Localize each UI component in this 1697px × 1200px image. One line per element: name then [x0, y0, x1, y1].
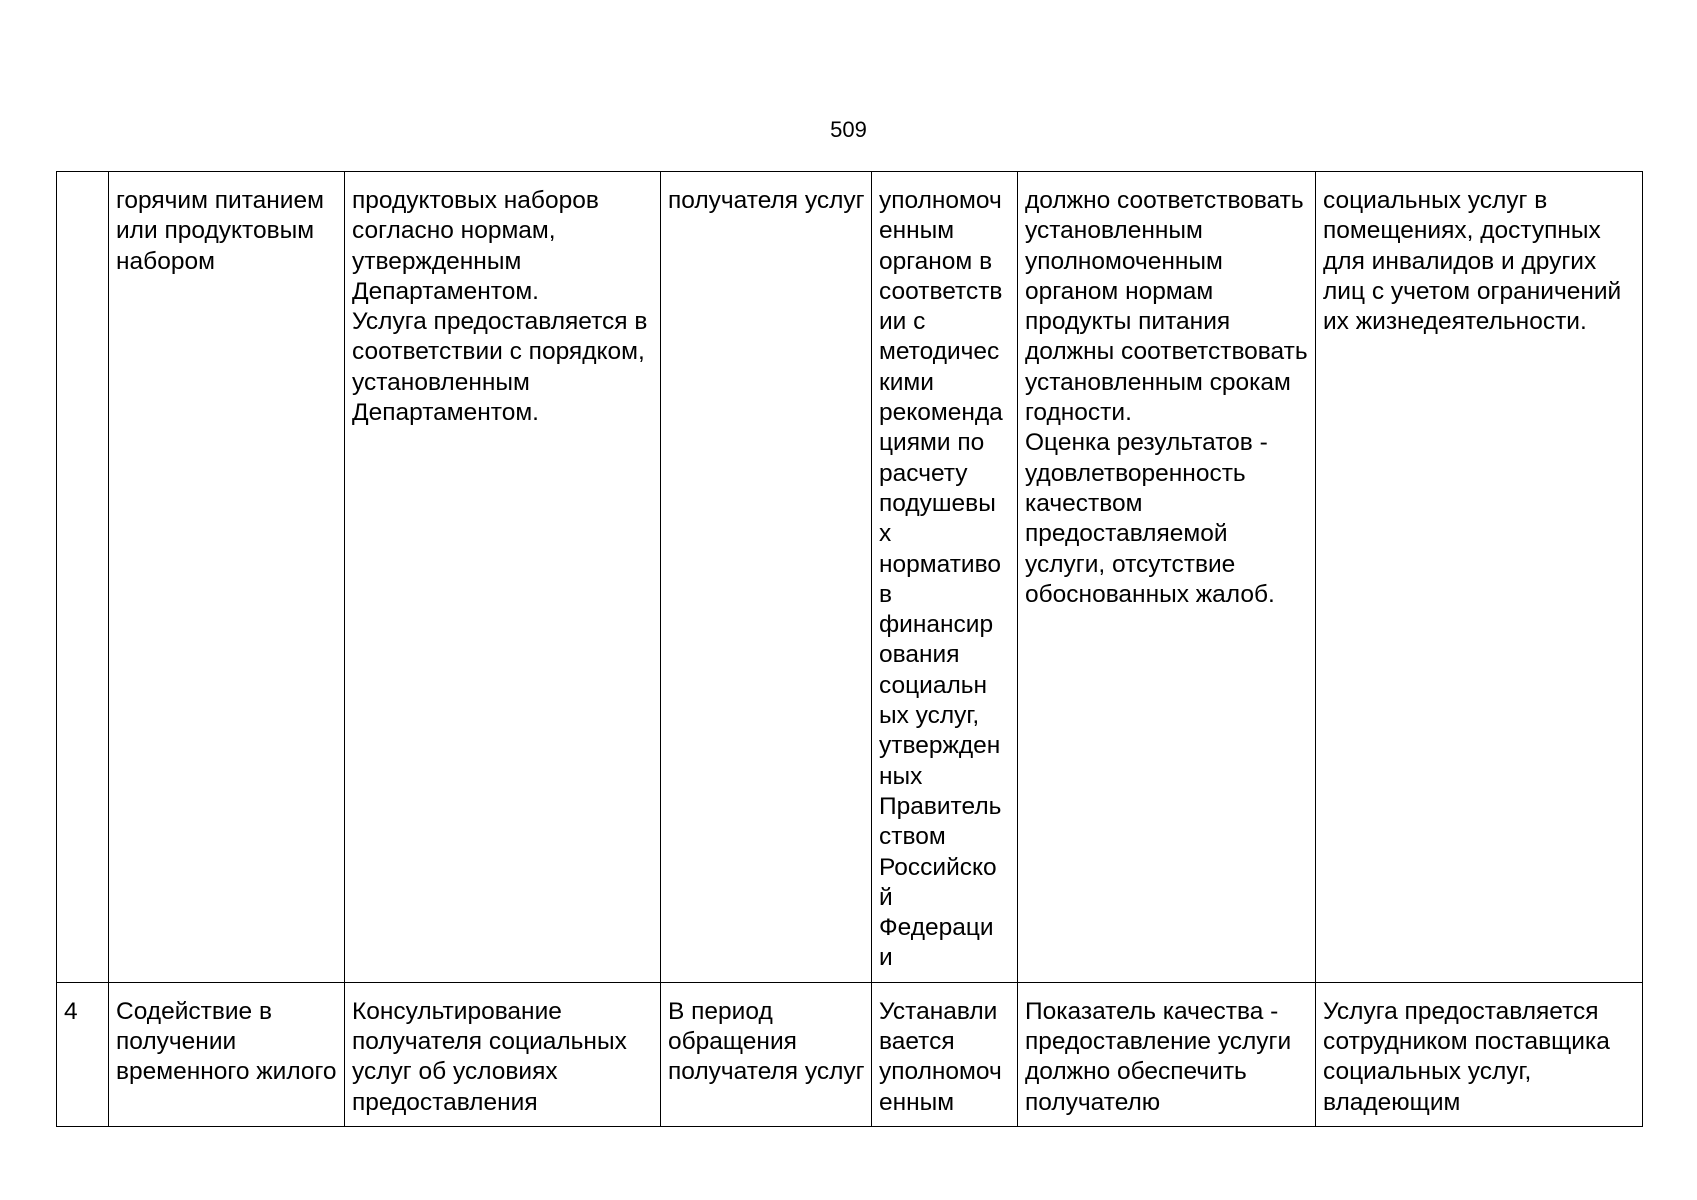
cell-funding: уполномоч енным органом в соответств ии с методичес кими рекоменда циями по расчету подушевы х нормативо в финансир ования социальн ых услуг, утвержден ных Правитель ством Российско й Федераци и: [872, 172, 1018, 983]
cell-description: Консультирование получателя социальных услуг об условиях предоставления: [345, 982, 661, 1126]
cell-timing: В период обращения получателя услуг: [661, 982, 872, 1126]
cell-funding: Устанавли вается уполномоч енным: [872, 982, 1018, 1126]
cell-number: 4: [57, 982, 109, 1126]
cell-quality-indicators: должно соответствовать установленным уполномоченным органом нормам продукты питания должны соответствовать установленным срокам годности. Оценка результатов - удовлетворенность качеством предоставляемой услуги, отсутствие обоснованных жалоб.: [1018, 172, 1316, 983]
services-table: [56, 171, 1643, 1127]
cell-quality-indicators: Показатель качества - предоставление услуги должно обеспечить получателю: [1018, 982, 1316, 1126]
cell-number: [57, 172, 109, 983]
table-row: [57, 172, 1643, 983]
table-row: [57, 982, 1643, 1126]
cell-service-name: горячим питанием или продуктовым набором: [109, 172, 345, 983]
cell-conditions: социальных услуг в помещениях, доступных для инвалидов и других лиц с учетом ограничений их жизнедеятельности.: [1316, 172, 1643, 983]
cell-conditions: Услуга предоставляется сотрудником поставщика социальных услуг, владеющим: [1316, 982, 1643, 1126]
page-number: 509: [830, 117, 867, 142]
cell-timing: получателя услуг: [661, 172, 872, 983]
cell-description: продуктовых наборов согласно нормам, утвержденным Департаментом. Услуга предоставляется в соответствии с порядком, установленным Департаментом.: [345, 172, 661, 983]
cell-service-name: Содействие в получении временного жилого: [109, 982, 345, 1126]
